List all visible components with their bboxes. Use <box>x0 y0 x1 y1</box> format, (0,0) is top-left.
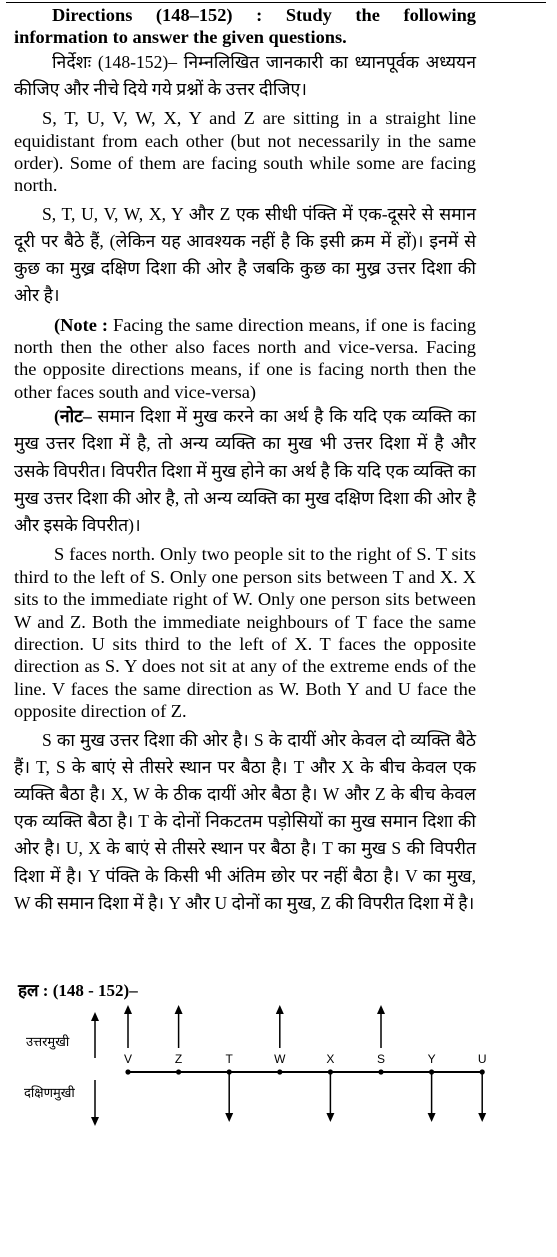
note-hi-text: समान दिशा में मुख करने का अर्थ है कि यदि एक व्यक्ति का मुख उत्तर दिशा में है, तो अन्य व्यक्ति का मुख भी उत्तर दिशा में है और उसके विपरीत। विपरीत दिशा में मुख होने का अर्थ है कि यदि एक व्यक्ति का मुख उत्तर दिशा की ओर है, तो अन्य व्यक्ति का मुख दक्षिण दिशा की ओर है और इसके विपरीत)। <box>14 406 476 536</box>
person-dot <box>176 1069 181 1074</box>
person-dot <box>378 1069 383 1074</box>
note-en-text: Facing the same direction means, if one is facing north then the other also faces north and vice-versa. Facing the opposite directions means, if one is facing north then the other faces south and vice-versa) <box>14 314 476 402</box>
person-label: T <box>225 1052 233 1066</box>
person-label: W <box>274 1052 286 1066</box>
para1-hi: S, T, U, V, W, X, Y और Z एक सीधी पंक्ति में एक-दूसरे से समान दूरी पर बैठे हैं, (लेकिन यह आवश्यक नहीं है कि इसी क्रम में हों)। इनमें से कुछ का मुख्र दक्षिण दिशा की ओर है जबकि कुछ का मुख्र उत्तर दिशा की ओर है। <box>14 203 476 306</box>
persons-group <box>124 1005 487 1122</box>
person-label: V <box>123 1052 133 1066</box>
south-legend-arrowhead <box>91 1117 99 1126</box>
person-u <box>478 1052 487 1122</box>
north-legend-arrowhead <box>91 1012 99 1021</box>
north-facing-label: उत्तरमुखी <box>26 1035 70 1050</box>
person-s <box>377 1005 385 1075</box>
person-label: U <box>477 1052 487 1066</box>
directions-en-text: Study the following information to answer the given questions. <box>14 5 477 48</box>
south-arrowhead <box>428 1113 436 1122</box>
south-arrowhead <box>478 1113 486 1122</box>
north-arrowhead <box>377 1005 385 1014</box>
person-label: S <box>376 1052 386 1066</box>
person-w <box>274 1005 286 1075</box>
para2-hi: S का मुख उत्तर दिशा की ओर है। S के दायीं ओर केवल दो व्यक्ति बैठे हैं। T, S के बाएं से तीसरे स्थान पर बैठा है। T और X के बीच केवल एक व्यक्ति बैठा है। X, W के ठीक दायीं ओर बैठा है। W और Z के बीच केवल एक व्यक्ति बैठा है। T के दोनों निकटतम पड़ोसियों का मुख समान दिशा की ओर है। U, X के बाएं से तीसरे स्थान पर बैठा है। T का मुख S की विपरीत दिशा में है। Y पंक्ति के किसी भी अंतिम छोर पर नहीं बैठा है। V का मुख, W की समान दिशा में है। Y और U दोनों का मुख, Z की विपरीत दिशा में है। <box>14 729 476 913</box>
person-y <box>428 1052 436 1122</box>
person-label: Z <box>174 1052 183 1066</box>
solution-label: हल : (148 - 152)– <box>18 981 138 1000</box>
south-arrowhead <box>225 1113 233 1122</box>
north-arrowhead <box>175 1005 183 1014</box>
north-arrowhead <box>276 1005 284 1014</box>
south-facing-label: दक्षिणमुखी <box>24 1086 75 1101</box>
person-x <box>326 1052 334 1122</box>
para1-en: S, T, U, V, W, X, Y and Z are sitting in a straight line equidistant from each other (but not necessarily in the same order). Some of them are facing south while some are facing north. <box>14 108 476 196</box>
person-label: X <box>326 1052 335 1066</box>
person-label: Y <box>427 1052 436 1066</box>
south-arrowhead <box>326 1113 334 1122</box>
para2-en: S faces north. Only two people sit to the right of S. T sits third to the left of S. Only one person sits between T and X. X sits to the immediate right of W. Only one person sits between W and Z. Both the immediate neighbours of T face the same direction. U sits third to the left of X. T faces the opposite direction as S. Y does not sit at any of the extreme ends of the line. V faces the same direction as W. Both Y and U face the opposite direction of Z. <box>14 544 476 722</box>
diagram-legend <box>24 1012 99 1126</box>
north-arrowhead <box>124 1005 132 1014</box>
note-hi-label: (नोट– <box>54 406 92 427</box>
person-dot <box>125 1069 130 1074</box>
directions-hi-text: निम्नलिखित जानकारी का ध्यानपूर्वक अध्ययन कीजिए और नीचे दिये गये प्रश्नों के उत्तर दीजिए। <box>14 51 476 100</box>
person-z <box>175 1005 183 1075</box>
person-t <box>225 1052 233 1122</box>
person-v <box>124 1005 132 1075</box>
directions-en-label: Directions (148–152) : <box>52 5 263 25</box>
person-dot <box>277 1069 282 1074</box>
directions-hi-label: निर्देशः (148-152)– <box>52 51 178 72</box>
note-en-label: (Note : <box>54 314 108 335</box>
